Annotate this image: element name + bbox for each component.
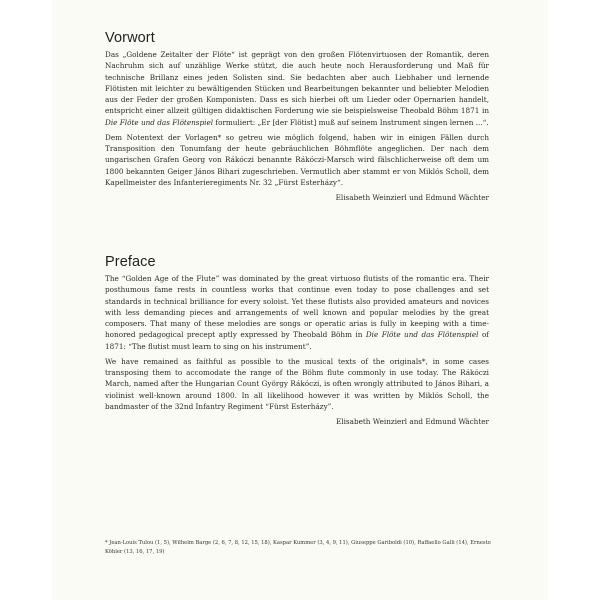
preface-paragraph-1 <box>105 273 489 352</box>
preface-section <box>105 254 489 427</box>
vorwort-paragraph-1 <box>105 49 489 128</box>
vorwort-heading: Vorwort <box>105 30 155 46</box>
preface-paragraph-2: We have remained as faithful as possible to the musical texts of the originals*, in some cases transposing them to accomodate the range of the Böhm flute commonly in use today. The Rákóczi March, named after the Hungarian Count György Rákóczi, is often wrongly attributed to János Bihari, a violinist well-known around 1800. In all likelihood however it was written by Miklós Scholl, the bandmaster of the 32nd Infantry Regiment “Fürst Esterházy”. <box>105 356 489 411</box>
vorwort-paragraph-2: Dem Notentext der Vorlagen* so getreu wie möglich folgend, haben wir in einigen Fällen durch Transposition den Tonumfang der heute gebräuchlichen Böhmflöte angeglichen. Der nach dem ungarischen Grafen Georg von Rákóczi benannte Rákóczi-Marsch wird fälschlicherweise oft dem um 1800 bekannten Geiger János Bihari zugeschrieben. Vermutlich aber stammt er von Miklós Scholl, dem Kapellmeister des Infanterieregiments Nr. 32 „Fürst Esterházy“. <box>105 132 489 187</box>
preface-heading: Preface <box>105 254 156 270</box>
preface-p1-book-title: Die Flöte und das Flötenspiel <box>365 330 479 340</box>
vorwort-section <box>105 30 489 203</box>
vorwort-p1-text-b: formuliert: „Er [der Flötist] muß auf seinem Instrument singen lernen ...“. <box>213 117 489 127</box>
footnote: * Jean-Louis Tulou (1, 5), Wilhelm Barge (2, 6, 7, 8, 12, 15, 18), Kaspar Kummer (3, 4, 9, 11), Giuseppe Gariboldi (10), Raffaello Galli (14), Ernesto Köhler (13, 16, 17, 19) <box>105 540 491 555</box>
vorwort-p1-book-title: Die Flöte und das Flötenspiel <box>105 117 214 127</box>
book-page <box>52 0 548 600</box>
preface-signature: Elisabeth Weinzierl and Edmund Wächter <box>335 417 489 426</box>
preface-p1-text-a: The “Golden Age of the Flute” was dominated by the great virtuoso flutists of the romantic era. Their posthumous fame rests in countless works that continue even today to pose challenges and set standards in technical brilliance for every soloist. Yet these flutists also provided amateurs and novices with less demanding pieces and arrangements of well known and popular melodies by the great composers. That many of these melodies are songs or operatic arias is fully in keeping with a time-honored pedagogical precept aptly expressed by Theobald Böhm in <box>105 274 489 340</box>
preface-p1-text-b: of 1871: “The flutist must learn to sing on his instrument”. <box>105 330 489 351</box>
vorwort-signature: Elisabeth Weinzierl und Edmund Wächter <box>335 193 489 202</box>
vorwort-p1-text-a: Das „Goldene Zeitalter der Flöte“ ist geprägt von den großen Flötenvirtuosen der Romantik, deren Nachruhm sich auf unzählige Werke stützt, die auch heute noch Herausforderung und Maß für technische Brillanz eines jeden Solisten sind. Sie bedachten aber auch Liebhaber und lernende Flötisten mit leichter zu bewältigenden Stücken und Bearbeitungen bekannter und beliebter Melodien aus der Feder der großen Komponisten. Dass es sich hierbei oft um Lieder oder Opernarien handelt, entspricht einer allzeit gültigen didaktischen Forderung wie sie beispielsweise Theobald Böhm 1871 in <box>105 50 489 116</box>
